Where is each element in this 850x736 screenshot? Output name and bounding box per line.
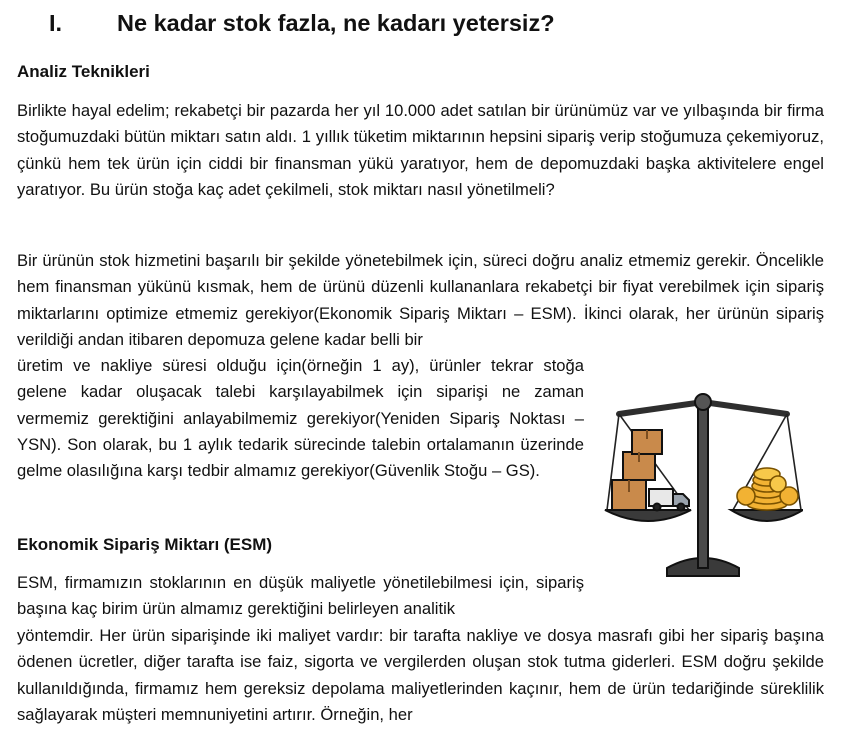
paragraph-stock-management-cont: üretim ve nakliye süresi olduğu için(örneğin 1 ay), ürünler tekrar stoğa gelene kadar oluşacak talebi karşılayabilmek için siparişi ne zaman vermemiz gerektiğini anlayabilmemiz gerekiyor(Yeniden Sipariş Noktası – YSN). Son olarak, bu 1 aylık tedarik sürecinde talebin ortalamanın üzerinde gelme olasılığına karşı tedbir almamız gerekiyor(Güvenlik Stoğu – GS). [17,356,584,481]
section-title [49,10,555,37]
paragraph-intro: Birlikte hayal edelim; rekabetçi bir pazarda her yıl 10.000 adet satılan bir ürünümüz var ve yılbaşında bir firma stoğumuzdaki bütün miktarı satın aldı. 1 yıllık tüketim miktarının hepsini sipariş verip stoğumuza çekemiyoruz, çünkü hem tek ürün için ciddi bir finansman yükü yaratıyor, hem de depomuzdaki başka aktivitelere engel yaratıyor. Bu ürün stoğa kaç adet çekilmeli, stok miktarı nasıl yönetilmeli? [17,101,824,199]
paragraph-stock-management: Bir ürünün stok hizmetini başarılı bir şekilde yönetebilmek için, süreci doğru analiz etmemiz gerekir. Öncelikle hem finansman yükünü kısmak, hem de ürünü düzenli kullananlara rekabetçi bir fiyat verebilmek için sipariş miktarlarını optimize etmemiz gerekiyor(Ekonomik Sipariş Miktarı – ESM). İkinci olarak, her ürünün sipariş verildiği andan itibaren depomuza gelene kadar belli bir [17,251,824,349]
gold-coins-icon [737,468,798,510]
scale-pivot [695,394,711,410]
scale-pan-right [731,510,803,521]
heading-analysis: Analiz Teknikleri [17,62,150,81]
delivery-truck-icon [649,489,689,511]
balance-scale-icon [603,372,803,584]
scale-pan-left [605,510,691,521]
heading-esm: Ekonomik Sipariş Miktarı (ESM) [17,535,273,554]
scale-pillar [698,406,708,568]
section-number: I. [49,10,63,36]
paragraph-esm: ESM, firmamızın stoklarının en düşük maliyetle yönetilebilmesi için, sipariş başına kaç birim ürün almamız gerektiğini belirleyen analitik [17,573,584,619]
paragraph-esm-cont: yöntemdir. Her ürün siparişinde iki maliyet vardır: bir tarafta nakliye ve dosya masrafı gibi her sipariş başına ödenen ücretler, diğer tarafta ise faiz, sigorta ve vergilerden oluşan stok tutma giderleri. ESM doğru şekilde kullanıldığında, firmamız hem gereksiz depolama maliyetlerinden kaçınır, hem de ürün tedariğinde süreklilik sağlayarak müşteri memnuniyetini artırır. Örneğin, her [17,626,824,724]
section-title-text: Ne kadar stok fazla, ne kadarı yetersiz? [117,10,555,36]
